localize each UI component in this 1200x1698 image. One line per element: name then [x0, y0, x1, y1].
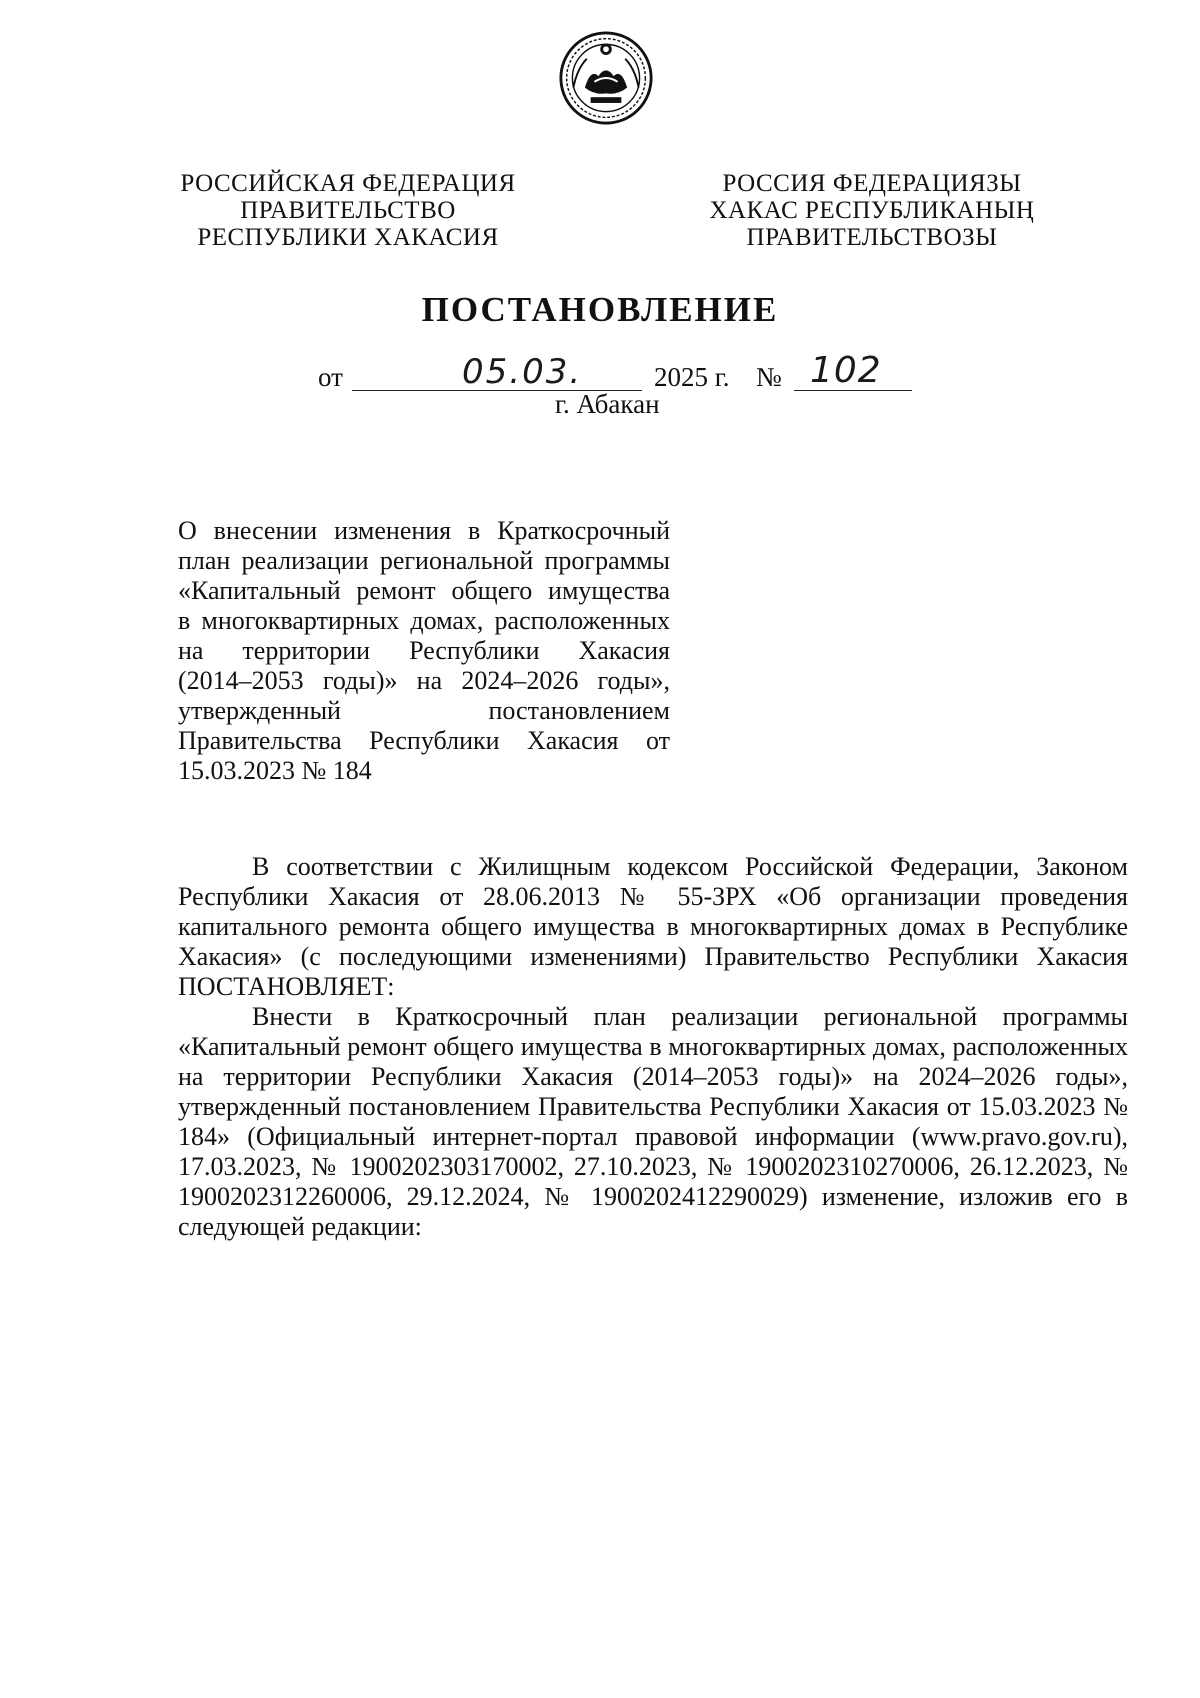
- subject-line: Правительства Республики Хакасия от: [178, 726, 670, 755]
- header-left-line: ПРАВИТЕЛЬСТВО: [240, 197, 456, 224]
- body-paragraph-preamble: В соответствии с Жилищным кодексом Российской Федерации, Законом Республики Хакасия от 28.06.2013 № 55-ЗРХ «Об организации проведения капитального ремонта общего имущества в многоквартирных домах в Республике Хакасия» (с последующими изменениями) Правительство Республики Хакасия ПОСТАНОВЛЯЕТ:: [178, 852, 1128, 1001]
- subject-line: О внесении изменения в Краткосрочный: [178, 516, 670, 545]
- header-khakas: [652, 170, 1092, 251]
- subject-line: 15.03.2023 № 184: [178, 756, 372, 785]
- from-label: от: [318, 362, 343, 392]
- year-label: 2025 г.: [654, 362, 730, 392]
- handwritten-number: 102: [810, 350, 882, 391]
- coat-of-arms-icon: [558, 30, 654, 126]
- document-body: [178, 852, 1128, 1242]
- subject-line: «Капитальный ремонт общего имущества: [178, 576, 670, 605]
- body-paragraph-resolution: Внести в Краткосрочный план реализации региональной программы «Капитальный ремонт общего имущества в многоквартирных домах, расположенных на территории Республики Хакасия (2014–2053 годы)» на 2024–2026 годы», утвержденный постановлением Правительства Республики Хакасия от 15.03.2023 № 184» (Официальный интернет-портал правовой информации (www.pravo.gov.ru), 17.03.2023, № 1900202303170002, 27.10.2023, № 1900202310270006, 26.12.2023, № 1900202312260006, 29.12.2024, № 1900202412290029) изменение, изложив его в следующей редакции:: [178, 1002, 1128, 1241]
- subject-line: на территории Республики Хакасия: [178, 636, 670, 665]
- header-russian: [128, 170, 568, 251]
- handwritten-date: 05.03.: [462, 352, 583, 392]
- number-label: №: [756, 362, 782, 392]
- subject-line: в многоквартирных домах, расположенных: [178, 606, 670, 635]
- document-type-title: ПОСТАНОВЛЕНИЕ: [421, 290, 779, 329]
- city-label: г. Абакан: [555, 389, 660, 419]
- header-right-line: ПРАВИТЕЛЬСТВОЗЫ: [746, 224, 998, 251]
- subject-line: план реализации региональной программы: [178, 546, 670, 575]
- subject-line: (2014–2053 годы)» на 2024–2026 годы»,: [178, 666, 670, 695]
- subject-line: утвержденный постановлением: [178, 696, 670, 725]
- header-left-line: РОССИЙСКАЯ ФЕДЕРАЦИЯ: [180, 170, 516, 197]
- header-right-line: РОССИЯ ФЕДЕРАЦИЯЗЫ: [722, 170, 1022, 197]
- document-subject: [178, 516, 670, 786]
- header-left-line: РЕСПУБЛИКИ ХАКАСИЯ: [197, 224, 499, 251]
- header-right-line: ХАКАС РЕСПУБЛИКАНЫҢ: [709, 197, 1035, 224]
